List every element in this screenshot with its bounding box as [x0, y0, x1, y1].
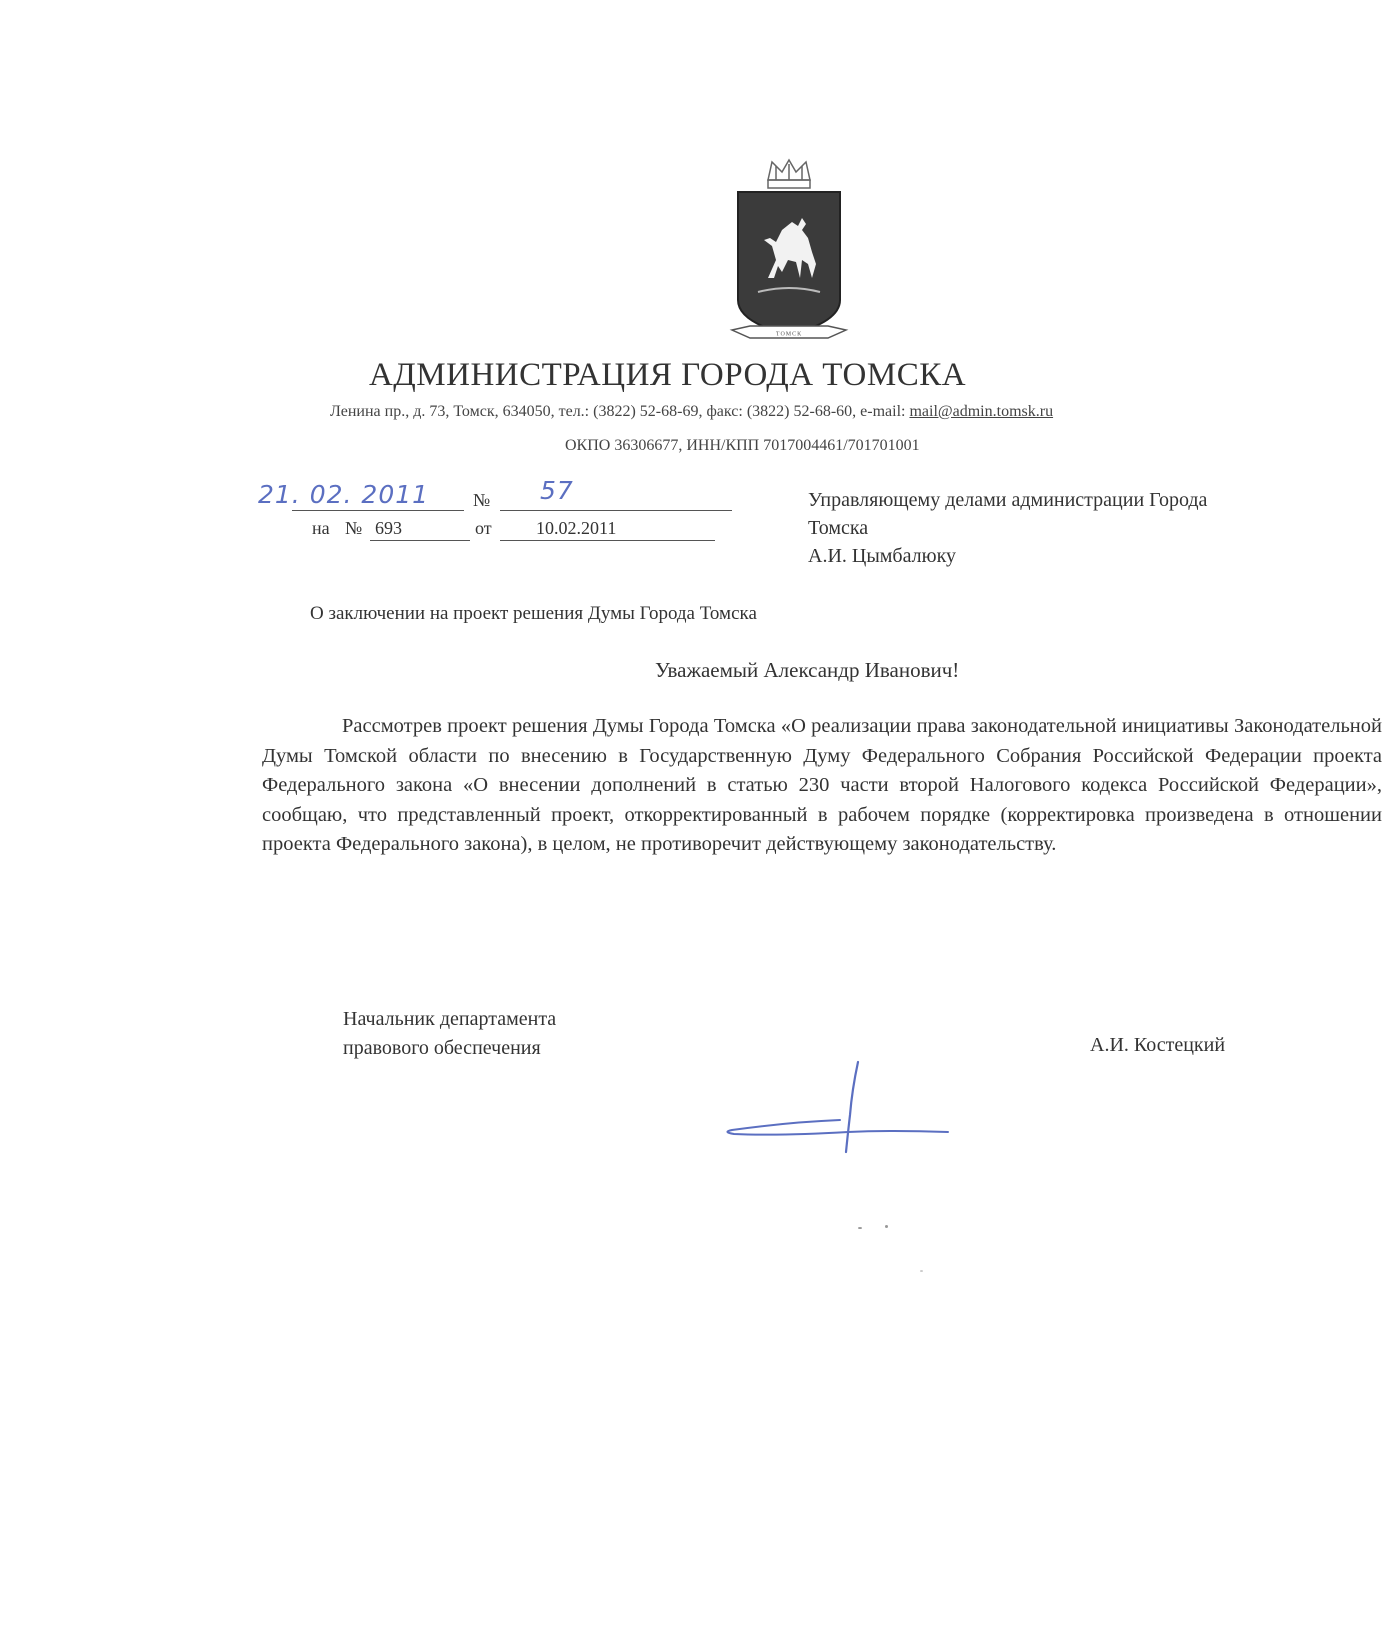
date-underline	[292, 510, 464, 511]
position-line-1: Начальник департамента	[343, 1008, 557, 1030]
contacts-text: Ленина пр., д. 73, Томск, 634050, тел.: (3822) 52-68-69, факс: (3822) 52-68-60, e-mail:	[330, 403, 910, 420]
ribbon-text: ТОМСК	[775, 331, 803, 338]
reply-date-underline	[500, 540, 715, 541]
signatory-name: А.И. Костецкий	[1090, 1034, 1226, 1056]
reply-from-label: от	[475, 518, 492, 538]
number-underline	[500, 510, 732, 511]
addressee	[808, 486, 1207, 570]
reply-number-label: №	[345, 518, 363, 538]
letter-subject: О заключении на проект решения Думы Города Томска	[310, 603, 757, 624]
tomsk-coat-of-arms-icon	[730, 160, 848, 355]
reply-to-label: на	[312, 518, 330, 538]
reply-date: 10.02.2011	[536, 518, 617, 538]
email-link[interactable]: mail@admin.tomsk.ru	[909, 403, 1054, 420]
addressee-line-1: Управляющему делами администрации Города	[808, 489, 1208, 511]
addressee-line-2: Томска	[808, 517, 869, 539]
okpo-inn-line: ОКПО 36306677, ИНН/КПП 7017004461/701701001	[565, 437, 920, 454]
scan-speck	[858, 1227, 862, 1229]
number-label: №	[473, 490, 491, 510]
reply-number-underline	[370, 540, 470, 541]
letter-body: Рассмотрев проект решения Думы Города Томска «О реализации права законодательной инициативы Законодательной Думы Томской области по внесению в Государственную Думу Федерального Собрания Российской Федерации проекта Федерального закона «О внесении дополнений в статью 230 части второй Налогового кодекса Российской Федерации», сообщаю, что представленный проект, откорректированный в рабочем порядке (корректировка произведена в отношении проекта Федерального закона), в целом, не противоречит действующему законодательству.	[262, 715, 1382, 855]
addressee-line-3: А.И. Цымбалюку	[808, 545, 957, 567]
greeting: Уважаемый Александр Иванович!	[655, 658, 960, 682]
reply-number: 693	[375, 518, 402, 538]
contacts-line	[330, 403, 1053, 421]
position-line-2: правового обеспечения	[343, 1037, 541, 1059]
scan-speck	[920, 1270, 923, 1272]
organization-title: АДМИНИСТРАЦИЯ ГОРОДА ТОМСКА	[368, 357, 967, 393]
signatory-position	[343, 1005, 556, 1063]
handwritten-signature-icon	[720, 1060, 950, 1170]
scan-speck	[885, 1225, 888, 1228]
registration-date: 21. 02. 2011	[258, 480, 430, 509]
registration-number: 57	[540, 476, 574, 505]
